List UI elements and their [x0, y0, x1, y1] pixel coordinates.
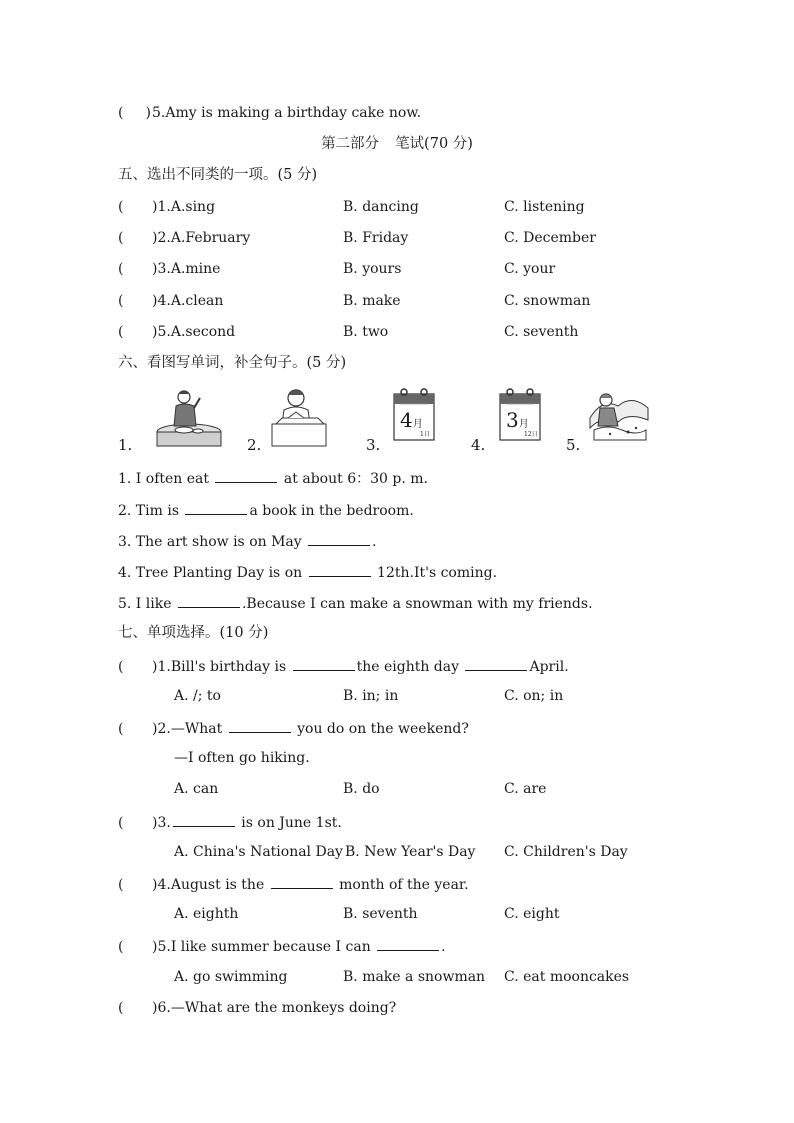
choice-row: ( )3.A.mine — [118, 261, 221, 277]
fill-sentence: 2. Tim is a book in the bedroom. — [118, 500, 414, 520]
answer-bracket[interactable]: ( — [118, 199, 124, 215]
choice-row: ( )2.A.February — [118, 230, 251, 246]
option-c[interactable]: C. are — [504, 781, 547, 797]
answer-blank[interactable] — [215, 468, 277, 483]
option-a[interactable]: A.clean — [170, 293, 224, 309]
option-c[interactable]: C. eight — [504, 906, 560, 922]
option-a[interactable]: A.sing — [170, 199, 216, 215]
section-heading-6: 六、看图写单词，补全句子。(5 分) — [118, 355, 347, 371]
answer-bracket[interactable]: ( — [118, 293, 124, 309]
answer-bracket[interactable]: ( — [118, 230, 124, 246]
question-row: ( )2.—What you do on the weekend? — [118, 718, 469, 738]
picture-label: 1. — [118, 436, 133, 454]
question-row: ( )3. is on June 1st. — [118, 812, 342, 832]
answer-bracket[interactable]: ( — [118, 261, 124, 277]
option-c[interactable]: C. on; in — [504, 688, 564, 704]
option-b[interactable]: B. New Year's Day — [345, 844, 476, 860]
fill-sentence: 3. The art show is on May . — [118, 531, 377, 551]
option-b[interactable]: B. two — [343, 324, 389, 340]
answer-bracket[interactable]: ( — [118, 877, 124, 893]
question-number: 5. — [152, 105, 166, 121]
question-row — [118, 104, 421, 122]
option-b[interactable]: B. make a snowman — [343, 969, 486, 985]
section-heading-7: 七、单项选择。(10 分) — [118, 625, 269, 641]
option-b[interactable]: B. yours — [343, 261, 402, 277]
section-heading-5: 五、选出不同类的一项。(5 分) — [118, 167, 318, 183]
part-title-left: 第二部分 — [321, 136, 380, 152]
option-a[interactable]: A.second — [170, 324, 236, 340]
boy-reading-picture — [266, 384, 328, 448]
answer-blank[interactable] — [377, 936, 439, 951]
fill-sentence: 5. I like .Because I can make a snowman with my friends. — [118, 593, 593, 613]
fill-sentence: 4. Tree Planting Day is on 12th.It's coming. — [118, 562, 497, 582]
picture-label: 3. — [366, 436, 381, 454]
option-b[interactable]: B. do — [343, 781, 380, 797]
option-a[interactable]: A. go swimming — [174, 969, 288, 985]
answer-bracket[interactable]: ( — [118, 721, 124, 737]
option-b[interactable]: B. dancing — [343, 199, 419, 215]
answer-blank[interactable] — [293, 656, 355, 671]
answer-blank[interactable] — [309, 562, 371, 577]
choice-row: ( )4.A.clean — [118, 293, 224, 309]
answer-blank[interactable] — [173, 812, 235, 827]
snow-play-picture — [588, 388, 650, 446]
answer-blank[interactable] — [185, 500, 247, 515]
answer-bracket[interactable]: ( — [118, 815, 124, 831]
calendar-day: 12日 — [524, 431, 538, 438]
answer-blank[interactable] — [465, 656, 527, 671]
choice-row: ( )1.A.sing — [118, 199, 216, 215]
answer-blank[interactable] — [271, 874, 333, 889]
answer-bracket[interactable]: ( ) — [118, 105, 151, 121]
option-c[interactable]: C. listening — [504, 199, 585, 215]
picture-label: 4. — [471, 436, 486, 454]
boy-eating-dinner-picture — [154, 388, 224, 448]
option-b[interactable]: B. Friday — [343, 230, 409, 246]
question-text: Amy is making a birthday cake now. — [165, 105, 422, 121]
option-a[interactable]: A. /; to — [174, 688, 221, 704]
answer-bracket[interactable]: ( — [118, 659, 124, 675]
option-c[interactable]: C. seventh — [504, 324, 579, 340]
option-a[interactable]: A. China's National Day — [174, 844, 343, 860]
option-c[interactable]: C. eat mooncakes — [504, 969, 630, 985]
calendar-month: 3月 — [506, 408, 529, 432]
part-title-right: 笔试(70 分) — [395, 136, 473, 152]
answer-blank[interactable] — [308, 531, 370, 546]
question-row: ( )4.August is the month of the year. — [118, 874, 469, 894]
picture-label: 2. — [247, 436, 262, 454]
option-c[interactable]: C. December — [504, 230, 596, 246]
dialogue-line: —I often go hiking. — [174, 750, 310, 766]
option-a[interactable]: A.February — [170, 230, 251, 246]
calendar-month: 4月 — [400, 408, 423, 432]
option-b[interactable]: B. in; in — [343, 688, 399, 704]
answer-bracket[interactable]: ( — [118, 939, 124, 955]
option-a[interactable]: A. can — [174, 781, 219, 797]
option-b[interactable]: B. seventh — [343, 906, 418, 922]
question-row: ( )1.Bill's birthday is the eighth day April. — [118, 656, 569, 676]
option-c[interactable]: C. snowman — [504, 293, 591, 309]
option-a[interactable]: A.mine — [170, 261, 221, 277]
option-b[interactable]: B. make — [343, 293, 401, 309]
question-row: ( )6.—What are the monkeys doing? — [118, 1000, 397, 1016]
answer-bracket[interactable]: ( — [118, 1000, 124, 1016]
answer-blank[interactable] — [229, 718, 291, 733]
option-a[interactable]: A. eighth — [174, 906, 239, 922]
fill-sentence: 1. I often eat at about 6：30 p. m. — [118, 468, 428, 488]
part-title — [0, 135, 794, 153]
choice-row: ( )5.A.second — [118, 324, 236, 340]
calendar-day: 1日 — [420, 431, 430, 438]
option-c[interactable]: C. your — [504, 261, 556, 277]
picture-label: 5. — [566, 436, 581, 454]
option-c[interactable]: C. Children's Day — [504, 844, 628, 860]
question-row: ( )5.I like summer because I can . — [118, 936, 446, 956]
answer-bracket[interactable]: ( — [118, 324, 124, 340]
answer-blank[interactable] — [178, 593, 240, 608]
